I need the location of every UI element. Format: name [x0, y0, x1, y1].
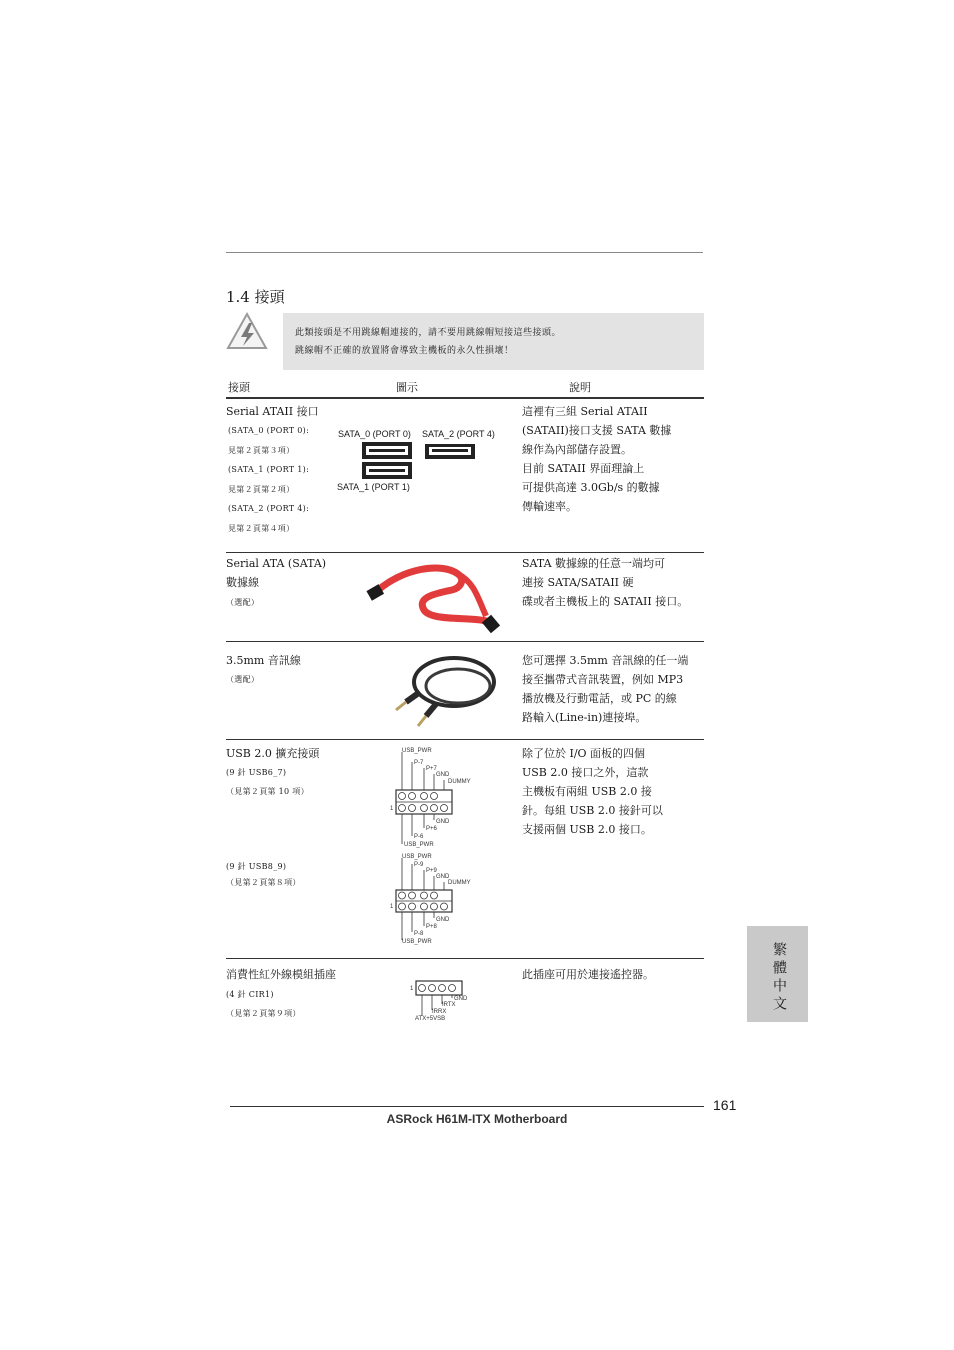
- warning-line-2: 跳線帽不正確的放置將會導致主機板的永久性損壞！: [295, 346, 514, 356]
- sata-note: 見第２頁第２項）: [228, 484, 295, 494]
- ir-name: 消費性紅外線模組插座: [226, 968, 336, 981]
- audio-desc-line: 您可選擇 3.5mm 音訊線的任一端: [522, 654, 689, 667]
- sata2-label: SATA_2 (PORT 4): [422, 429, 495, 439]
- pin-label: GND: [436, 819, 450, 825]
- pin-label: P+9: [426, 868, 437, 874]
- warning-icon: [226, 311, 268, 351]
- row-rule: [226, 552, 704, 553]
- usb-note-1: (9 針 USB6_7): [226, 768, 287, 777]
- usb-desc-line: USB 2.0 接口之外，這款: [522, 766, 649, 779]
- warning-box: [283, 313, 704, 370]
- usb-desc-line: 針。每組 USB 2.0 接針可以: [522, 804, 663, 817]
- sata-cable-name-line: 數據線: [226, 576, 259, 589]
- audio-desc-line: 路輸入(Line-in)連接埠。: [522, 711, 647, 724]
- side-tab-label: 繁體中文: [771, 942, 787, 1014]
- sata-note: 見第２頁第３項）: [228, 445, 295, 455]
- usb-pwr-label: USB_PWR: [402, 748, 432, 754]
- sata-cable-description: [522, 554, 688, 611]
- page-number: 161: [713, 1097, 737, 1113]
- sata1-port: [362, 462, 412, 479]
- usb-desc-line: 除了位於 I/O 面板的四個: [522, 747, 646, 760]
- header-rule: [226, 397, 704, 399]
- sata-note: (SATA_1 (PORT 1):: [228, 465, 310, 474]
- pin-label: GND: [436, 874, 450, 880]
- sata-cable-desc-line: 連接 SATA/SATAII 硬: [522, 576, 634, 589]
- usb-pwr-label: USB_PWR: [402, 854, 432, 860]
- pin-label: IRRX: [432, 1009, 447, 1015]
- pin-label: ATX+5VSB: [415, 1016, 446, 1022]
- ir-description: 此插座可用於連接遙控器。: [522, 968, 654, 981]
- pin-label: P+8: [426, 924, 437, 930]
- usb-desc-line: 主機板有兩組 USB 2.0 接: [522, 785, 652, 798]
- sata-cable-name-line: Serial ATA (SATA): [226, 557, 327, 570]
- ir-note-1: (4 針 CIR1): [226, 990, 274, 999]
- pin-label: P-8: [414, 931, 424, 937]
- pin-label: GND: [436, 772, 450, 778]
- usb-desc-line: 支援兩個 USB 2.0 接口。: [522, 823, 652, 836]
- pin-1-label: 1: [410, 986, 414, 992]
- sata-cable-desc-line: 碟或者主機板上的 SATAII 接口。: [522, 595, 689, 608]
- audio-cable-image: [392, 648, 502, 732]
- usb-pwr-label: USB_PWR: [404, 842, 434, 848]
- top-rule: [226, 252, 703, 253]
- language-side-tab: [747, 926, 808, 1022]
- pin-label: IRTX: [442, 1002, 456, 1008]
- ir-note-2: （見第２頁第９項）: [226, 1009, 301, 1018]
- sata-ports-diagram: [360, 441, 480, 481]
- sata-desc-line: 可提供高達 3.0Gb/s 的數據: [522, 481, 660, 494]
- usb-note-2: （見第２頁第 10 項）: [226, 787, 309, 796]
- sata-desc-line: 這裡有三組 Serial ATAII: [522, 405, 648, 418]
- sata-note: (SATA_2 (PORT 4):: [228, 504, 310, 513]
- audio-name: 3.5mm 音訊線: [226, 654, 301, 667]
- header-connector: 接頭: [228, 381, 250, 394]
- ir-header-diagram: [408, 978, 478, 1024]
- sata-cable-image: [362, 558, 507, 638]
- sata-cable-desc-line: SATA 數據線的任意一端均可: [522, 557, 666, 570]
- sata-description: [522, 402, 671, 516]
- pin-label: P-9: [414, 862, 424, 868]
- pin-label: P+7: [426, 766, 437, 772]
- sata-note: (SATA_0 (PORT 0):: [228, 426, 310, 435]
- sata2-port: [425, 444, 475, 459]
- header-figure: 圖示: [396, 381, 418, 394]
- footer-rule: [230, 1106, 704, 1107]
- audio-desc-line: 播放機及行動電話，或 PC 的線: [522, 692, 677, 705]
- sata-desc-line: 傳輸速率。: [522, 500, 577, 513]
- usb-header-diagram-2: [390, 850, 490, 946]
- pin-label: P+6: [426, 826, 437, 832]
- sata0-port: [362, 442, 412, 459]
- sata0-label: SATA_0 (PORT 0): [338, 429, 411, 439]
- usb-pwr-label: USB_PWR: [402, 939, 432, 945]
- usb-note-3: (9 針 USB8_9): [226, 862, 287, 871]
- pin-label: GND: [454, 996, 468, 1002]
- usb-description: [522, 744, 663, 839]
- audio-description: [522, 651, 688, 727]
- sata-desc-line: (SATAII)接口支援 SATA 數據: [522, 424, 672, 437]
- sata-cable-note: （選配）: [226, 598, 260, 607]
- usb-name: USB 2.0 擴充接頭: [226, 747, 320, 760]
- row-rule: [226, 641, 704, 642]
- sata-cable-name: [226, 554, 326, 592]
- sata-desc-line: 目前 SATAII 界面理論上: [522, 462, 645, 475]
- usb-note-4: （見第２頁第８項）: [226, 878, 301, 887]
- header-description: 說明: [569, 381, 591, 394]
- pin-1-label: 1: [390, 904, 394, 910]
- sata-note: 見第２頁第４項）: [228, 523, 295, 533]
- sata-desc-line: 線作為內部儲存設置。: [522, 443, 632, 456]
- warning-line-1: 此類接頭是不用跳線帽連接的，請不要用跳線帽短接這些接頭。: [295, 328, 562, 338]
- pin-label: P-6: [414, 834, 424, 840]
- pin-label: GND: [436, 917, 450, 923]
- pin-label: DUMMY: [448, 880, 471, 886]
- pin-label: P-7: [414, 760, 424, 766]
- pin-1-label: 1: [390, 806, 394, 812]
- section-title: 1.4 接頭: [226, 288, 285, 306]
- sata-notes: [228, 421, 309, 538]
- row-rule: [226, 958, 704, 959]
- row-rule: [226, 739, 704, 740]
- sata1-label: SATA_1 (PORT 1): [337, 482, 410, 492]
- usb-header-diagram-1: [390, 744, 490, 850]
- footer-title: ASRock H61M-ITX Motherboard: [386, 1112, 568, 1126]
- audio-note: （選配）: [226, 675, 260, 684]
- sata-name: Serial ATAII 接口: [226, 405, 319, 418]
- pin-label: DUMMY: [448, 779, 471, 785]
- audio-desc-line: 接至攜帶式音訊裝置，例如 MP3: [522, 673, 684, 686]
